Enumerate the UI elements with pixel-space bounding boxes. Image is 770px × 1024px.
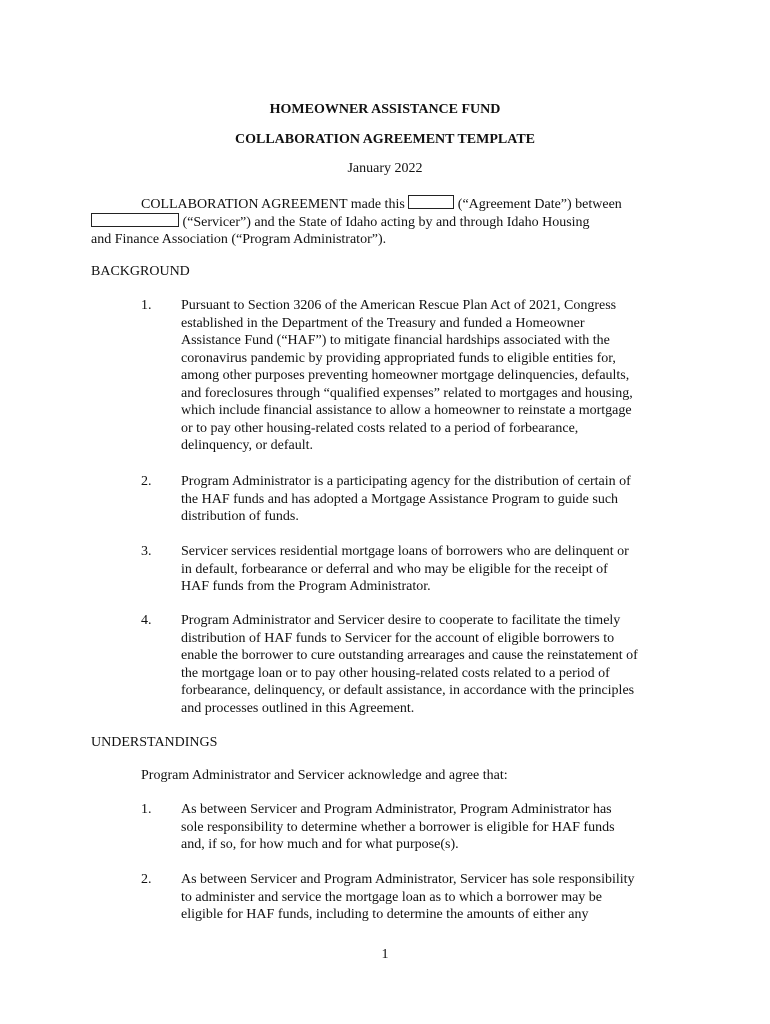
understandings-item-2-number: 2. [141,872,152,887]
page-number: 1 [381,947,389,962]
agreement-date-field[interactable] [408,195,454,209]
text-line: Program Administrator and Servicer desire to cooperate to facilitate the timely [181,613,621,628]
intro-text-a: COLLABORATION AGREEMENT made this [141,197,405,212]
text-line: to administer and service the mortgage loan as to which a borrower may be [181,889,603,905]
text-line: HAF funds from the Program Administrator. [181,579,431,594]
text-line: Servicer services residential mortgage loans of borrowers who are delinquent or [181,544,629,559]
understandings-item-2-text [181,871,681,924]
document-date: January 2022 [347,161,423,176]
text-line: sole responsibility to determine whether a borrower is eligible for HAF funds [181,819,615,835]
background-item-4-number: 4. [141,613,152,628]
intro-text-c: (“Servicer”) and the State of Idaho acting by and through Idaho Housing [182,215,590,230]
understandings-heading: UNDERSTANDINGS [91,735,218,750]
text-line: As between Servicer and Program Administrator, Servicer has sole responsibility [181,872,635,887]
text-line: in default, forbearance or deferral and who may be eligible for the receipt of [181,561,608,577]
text-line: Pursuant to Section 3206 of the American Rescue Plan Act of 2021, Congress [181,298,617,313]
intro-line-2 [91,213,590,232]
text-line: and foreclosures through “qualified expenses” related to mortgages and housing, [181,385,633,401]
text-line: distribution of HAF funds to Servicer for the account of eligible borrowers to [181,630,615,646]
background-item-2-number: 2. [141,474,152,489]
text-line: and processes outlined in this Agreement. [181,700,415,716]
text-line: As between Servicer and Program Administrator, Program Administrator has [181,802,612,817]
background-heading: BACKGROUND [91,264,190,279]
intro-line-3: and Finance Association (“Program Administrator”). [91,232,387,247]
understandings-lead: Program Administrator and Servicer acknowledge and agree that: [141,768,508,783]
text-line: Program Administrator is a participating agency for the distribution of certain of [181,474,631,489]
understandings-item-1-number: 1. [141,802,152,817]
document-subtitle: COLLABORATION AGREEMENT TEMPLATE [234,132,535,147]
text-line: coronavirus pandemic by providing appropriated funds to eligible entities for, [181,350,616,366]
text-line: the mortgage loan or to pay other housing-related costs related to a period of [181,665,610,681]
text-line: enable the borrower to cure outstanding arrearages and cause the reinstatement of [181,648,638,663]
understandings-item-1-text [181,801,681,854]
background-item-1-number: 1. [141,298,152,313]
text-line: which include financial assistance to allow a homeowner to reinstate a mortgage [181,403,632,418]
text-line: distribution of funds. [181,509,299,524]
background-item-4-text [181,612,681,717]
intro-line-1 [141,195,622,214]
background-item-3-number: 3. [141,544,152,559]
text-line: or to pay other housing-related costs related to a period of forbearance, [181,420,579,436]
background-item-2-text [181,473,681,526]
text-line: forbearance, delinquency, or default assistance, in accordance with the principles [181,683,635,698]
background-item-1-text [181,297,681,455]
text-line: Assistance Fund (“HAF”) to mitigate financial hardships associated with the [181,333,610,348]
text-line: eligible for HAF funds, including to determine the amounts of either any [181,907,589,922]
background-item-3-text [181,543,681,596]
text-line: among other purposes preventing homeowner mortgage delinquencies, defaults, [181,368,630,383]
text-line: established in the Department of the Treasury and funded a Homeowner [181,315,585,331]
servicer-name-field[interactable] [91,213,179,227]
text-line: and, if so, for how much and for what purpose(s). [181,837,459,852]
text-line: delinquency, or default. [181,438,314,453]
document-title: HOMEOWNER ASSISTANCE FUND [269,102,501,117]
text-line: the HAF funds and has adopted a Mortgage Assistance Program to guide such [181,491,619,507]
intro-text-b: (“Agreement Date”) between [457,197,622,212]
